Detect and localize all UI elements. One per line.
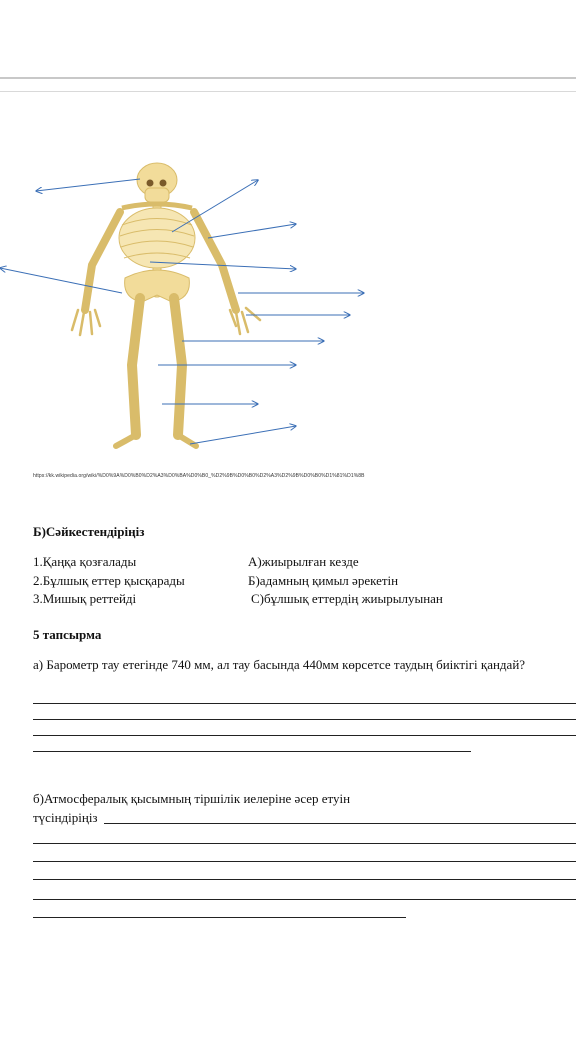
- top-divider: [0, 77, 576, 79]
- arrow-skull: [36, 179, 140, 191]
- task5-question-b-continued: түсіндіріңіз: [33, 810, 98, 825]
- answer-lines-a[interactable]: [33, 688, 576, 752]
- answer-line[interactable]: [33, 720, 576, 736]
- arrow-foot: [190, 426, 296, 444]
- answer-line[interactable]: [33, 736, 471, 752]
- answer-line[interactable]: [33, 704, 576, 720]
- answer-line[interactable]: [33, 844, 576, 862]
- task5-question-a: а) Барометр тау етегінде 740 мм, ал тау басында 440мм көрсетсе таудың биіктігі қандай?: [33, 657, 526, 672]
- matching-right-item-3: С)бұлшық еттердің жиырылуынан: [251, 591, 443, 606]
- answer-line[interactable]: [33, 900, 406, 918]
- task5-title: 5 тапсырма: [33, 627, 102, 642]
- matching-left-item-3: 3.Мишық реттейді: [33, 591, 137, 606]
- arrow-ribs: [208, 224, 296, 238]
- answer-line[interactable]: [33, 824, 576, 844]
- answer-line[interactable]: [33, 688, 576, 704]
- source-url[interactable]: https://kk.wikipedia.org/wiki/%D0%9A%D0%B0%D2%A3%D0%BA%D0%B0_%D2%9B%D0%B0%D2%A3%D2%9B%D0%B0%D1%81%D1%8B: [33, 473, 365, 479]
- arrow-humerus: [0, 268, 122, 293]
- matching-left-item-2: 2.Бұлшық еттер қысқарады: [33, 573, 185, 588]
- skeleton-figure: [0, 150, 380, 460]
- answer-line[interactable]: [33, 862, 576, 880]
- matching-title: Б)Сәйкестендіріңіз: [33, 524, 145, 539]
- answer-line[interactable]: [33, 880, 576, 900]
- matching-right-item-1: А)жиырылған кезде: [248, 554, 359, 569]
- answer-lines-b[interactable]: [33, 824, 576, 918]
- matching-right-item-2: Б)адамның қимыл әрекетін: [248, 573, 399, 588]
- task5-question-b: б)Атмосфералық қысымның тіршілік иелеріне әсер етуін: [33, 791, 351, 806]
- answer-line[interactable]: [104, 808, 576, 824]
- top-divider-secondary: [0, 91, 576, 92]
- matching-left-item-1: 1.Қаңқа қозғалады: [33, 554, 137, 569]
